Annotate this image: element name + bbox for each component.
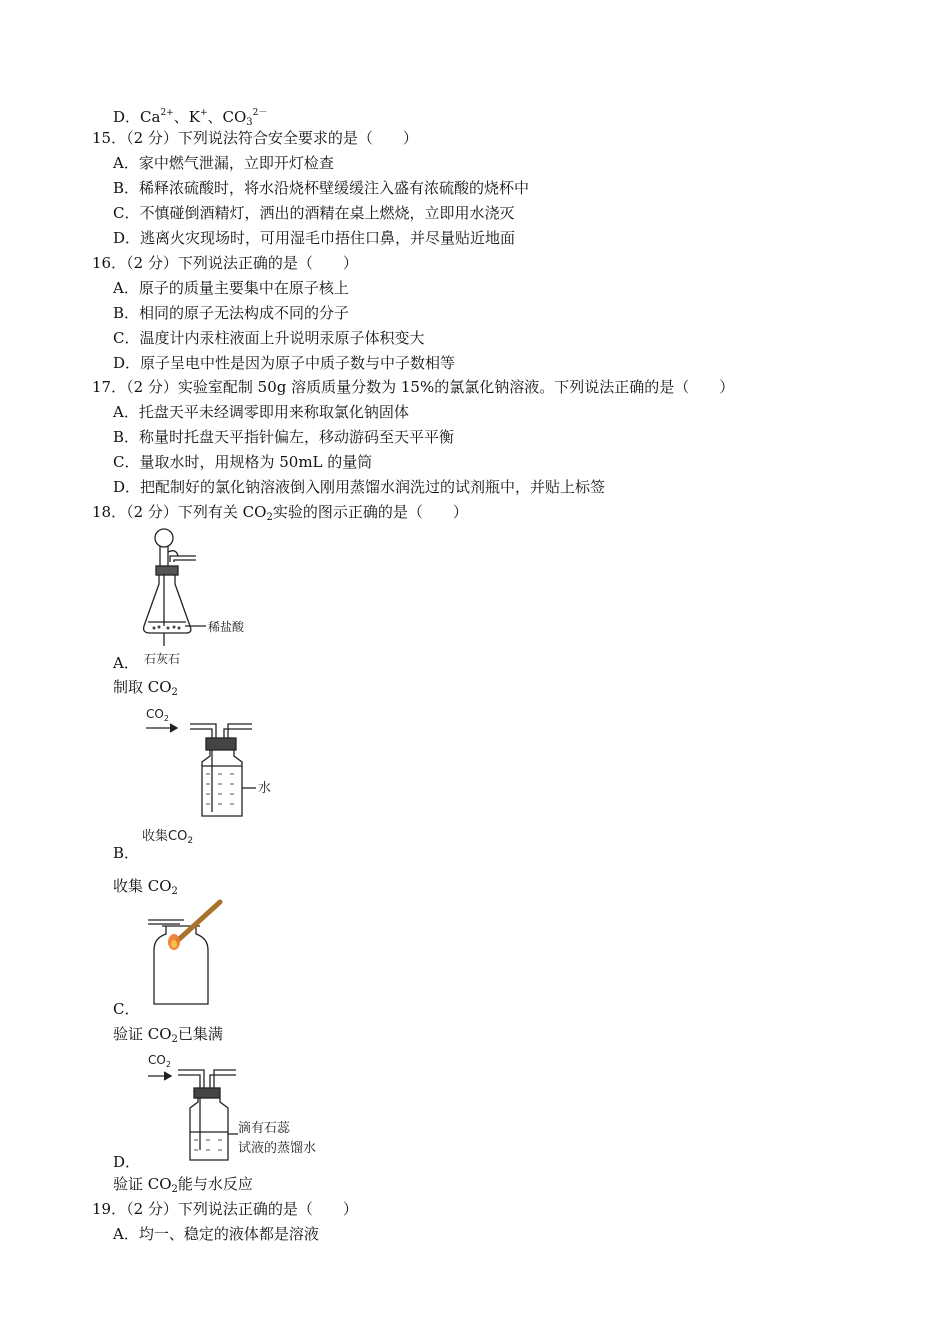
q18-stem: 18．（2 分）下列有关 $CO_2$实验的图示正确的是（ ） [92, 503, 468, 523]
q14-option-d: D．$Ca^{2+}$、K+、$CO_3^{2-}$ [113, 108, 268, 128]
figure-d-label-line2: 试液的蒸馏水 [238, 1141, 317, 1156]
q16-option-b: B．相同的原子无法构成不同的分子 [113, 304, 350, 322]
q18-option-d-caption: 验证 $CO_2$能与水反应 [113, 1175, 253, 1195]
q18-option-a-caption: 制取 $CO_2$ [113, 678, 178, 698]
q16-option-c: C．温度计内汞柱液面上升说明汞原子体积变大 [113, 329, 425, 347]
q15-option-c: C．不慎碰倒酒精灯，洒出的酒精在桌上燃烧，立即用水浇灭 [113, 204, 515, 222]
figure-d-label-line1: 滴有石蕊 [238, 1121, 291, 1136]
figure-d-gas-label: $CO_2$ [148, 1053, 171, 1069]
figure-d-co2-water-reaction [144, 1050, 338, 1168]
q18-option-c-caption: 验证 $CO_2$已集满 [113, 1025, 223, 1045]
q18-option-d-label: D． [113, 1153, 141, 1171]
q17-option-d: D．把配制好的氯化钠溶液倒入刚用蒸馏水润洗过的试剂瓶中，并贴上标签 [113, 478, 606, 496]
q17-option-c: C．量取水时，用规格为 50mL 的量筒 [113, 453, 373, 471]
figure-c-co2-full-test [144, 898, 234, 1010]
q18-option-b-label: B． [113, 844, 140, 862]
q16-stem: 16．（2 分）下列说法正确的是（ ） [92, 254, 358, 272]
q17-option-b: B．称量时托盘天平指针偏左，移动游码至天平平衡 [113, 428, 455, 446]
q19-stem: 19．（2 分）下列说法正确的是（ ） [92, 1200, 358, 1218]
figure-a-stone-label: 石灰石 [144, 652, 181, 666]
q15-option-b: B．稀释浓硫酸时，将水沿烧杯壁缓缓注入盛有浓硫酸的烧杯中 [113, 179, 530, 197]
q15-stem: 15．（2 分）下列说法符合安全要求的是（ ） [92, 129, 418, 147]
figure-a-acid-label: 稀盐酸 [208, 620, 245, 634]
q15-option-d: D．逃离火灾现场时，可用湿毛巾捂住口鼻，并尽量贴近地面 [113, 229, 516, 247]
figure-b-co2-collection [140, 702, 280, 846]
q18-option-b-caption: 收集 $CO_2$ [113, 877, 178, 897]
figure-a-co2-generation [138, 526, 258, 668]
q16-option-d: D．原子呈电中性是因为原子中质子数与中子数相等 [113, 354, 456, 372]
q19-option-a: A．均一、稳定的液体都是溶液 [113, 1225, 319, 1243]
q18-option-a-label: A． [113, 654, 139, 672]
q17-stem: 17．（2 分）实验室配制 50g 溶质质量分数为 15%的氯氯化钠溶液。下列说法正确的是（ ） [92, 378, 735, 396]
figure-b-gas-label: $CO_2$ [146, 707, 169, 723]
figure-b-water-label: 水 [258, 781, 272, 796]
q17-option-a: A．托盘天平未经调零即用来称取氯化钠固体 [113, 403, 409, 421]
q18-option-c-label: C． [113, 1000, 140, 1018]
figure-b-inner-caption: 收集$CO_2$ [142, 829, 194, 846]
q16-option-a: A．原子的质量主要集中在原子核上 [113, 279, 349, 297]
q15-option-a: A．家中燃气泄漏，立即开灯检查 [113, 154, 334, 172]
